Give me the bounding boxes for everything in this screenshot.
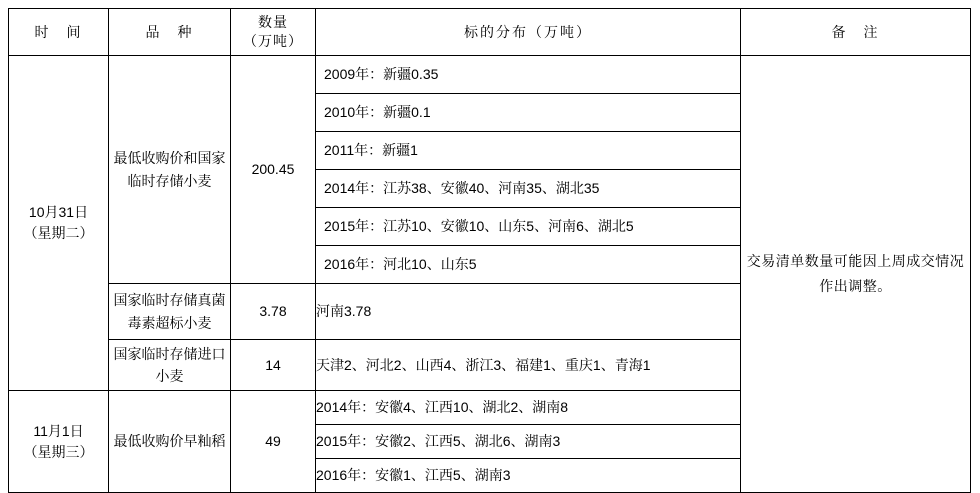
cell-distribution-wheat-mycotoxin: 河南3.78 — [316, 284, 741, 340]
distribution-item — [316, 170, 740, 208]
distribution-list-wheat-minprice — [316, 56, 740, 283]
header-note: 备 注 — [741, 9, 971, 56]
cell-variety-wheat-minprice: 最低收购价和国家临时存储小麦 — [109, 56, 231, 284]
cell-time-day2 — [9, 391, 109, 493]
trading-list-table — [8, 8, 971, 493]
cell-note: 交易清单数量可能因上周成交情况作出调整。 — [741, 56, 971, 493]
table-header-row — [9, 9, 971, 56]
distribution-text: 2014年：江苏38、安徽40、河南35、湖北35 — [316, 170, 740, 208]
header-quantity-line2: （万吨） — [243, 33, 303, 49]
cell-quantity-early-indica-rice: 49 — [231, 391, 316, 493]
table-row — [9, 56, 971, 284]
time-weekday-day1: （星期二） — [23, 225, 94, 241]
time-date-day1: 10月31日 — [28, 204, 89, 220]
cell-distribution-rice-2014: 2014年：安徽4、江西10、湖北2、湖南8 — [316, 391, 741, 425]
cell-quantity-wheat-minprice: 200.45 — [231, 56, 316, 284]
cell-variety-wheat-imported: 国家临时存储进口小麦 — [109, 340, 231, 391]
distribution-item — [316, 56, 740, 94]
cell-variety-early-indica-rice: 最低收购价早籼稻 — [109, 391, 231, 493]
cell-variety-wheat-mycotoxin: 国家临时存储真菌毒素超标小麦 — [109, 284, 231, 340]
header-quantity — [231, 9, 316, 56]
cell-distribution-rice-2016: 2016年：安徽1、江西5、湖南3 — [316, 459, 741, 493]
header-variety: 品 种 — [109, 9, 231, 56]
time-date-day2: 11月1日 — [33, 422, 84, 439]
header-time: 时 间 — [9, 9, 109, 56]
distribution-text: 2016年：河北10、山东5 — [324, 255, 477, 272]
distribution-item — [316, 246, 740, 284]
distribution-item — [316, 94, 740, 132]
header-quantity-line1: 数量 — [258, 14, 288, 31]
cell-distribution-wheat-minprice — [316, 56, 741, 284]
distribution-text: 2011年：新疆1 — [316, 132, 740, 170]
cell-quantity-wheat-imported: 14 — [231, 340, 316, 391]
cell-distribution-wheat-imported: 天津2、河北2、山西4、浙江3、福建1、重庆1、青海1 — [316, 340, 741, 391]
document-page — [0, 8, 980, 483]
distribution-text: 2015年：江苏10、安徽10、山东5、河南6、湖北5 — [316, 208, 740, 246]
distribution-item — [316, 208, 740, 246]
cell-quantity-wheat-mycotoxin: 3.78 — [231, 284, 316, 340]
distribution-text: 2010年：新疆0.1 — [316, 94, 740, 132]
cell-time-day1 — [9, 56, 109, 391]
header-distribution: 标的分布（万吨） — [316, 9, 741, 56]
cell-distribution-rice-2015: 2015年：安徽2、江西5、湖北6、湖南3 — [316, 425, 741, 459]
distribution-text: 2009年：新疆0.35 — [316, 56, 740, 94]
distribution-item — [316, 132, 740, 170]
time-weekday-day2: （星期三） — [23, 443, 94, 460]
